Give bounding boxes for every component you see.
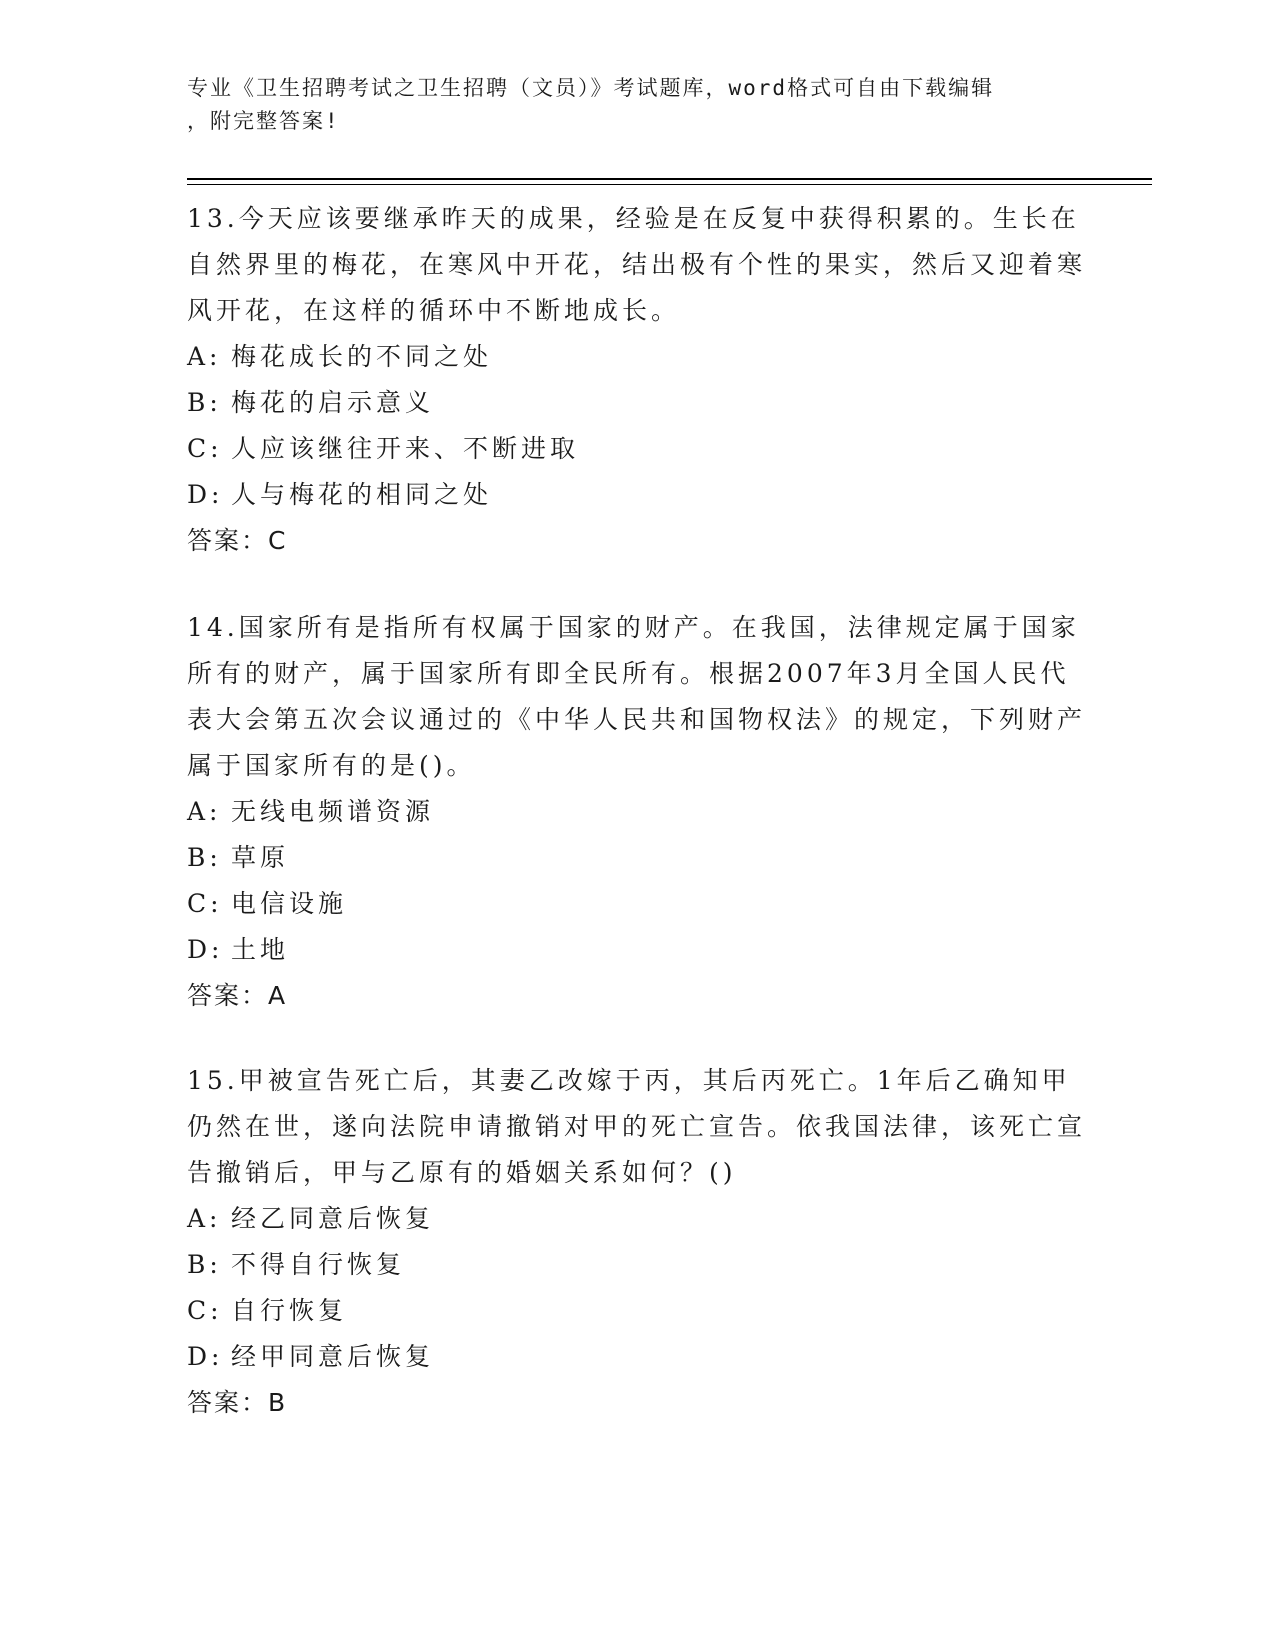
option-letter: D: xyxy=(187,935,224,964)
option-text: 经甲同意后恢复 xyxy=(231,1342,435,1371)
option-text: 人应该继往开来、不断进取 xyxy=(231,434,580,463)
question-15 xyxy=(187,1058,1087,1426)
option-text: 不得自行恢复 xyxy=(231,1250,406,1279)
option-letter: D: xyxy=(187,480,224,509)
option-letter: B: xyxy=(187,1250,222,1279)
header-line-1: 专业《卫生招聘考试之卫生招聘（文员）》考试题库，word格式可自由下载编辑 xyxy=(187,76,995,100)
document-header xyxy=(187,72,1067,138)
header-divider-thin xyxy=(187,184,1152,185)
option-c xyxy=(187,1288,1087,1334)
header-divider-thick xyxy=(187,178,1152,180)
option-letter: B: xyxy=(187,843,222,872)
option-c xyxy=(187,426,1087,472)
option-letter: A: xyxy=(187,797,222,826)
question-stem: 15.甲被宣告死亡后，其妻乙改嫁于丙，其后丙死亡。1年后乙确知甲仍然在世，遂向法院申请撤销对甲的死亡宣告。依我国法律，该死亡宣告撤销后，甲与乙原有的婚姻关系如何？() xyxy=(187,1066,1087,1187)
option-text: 经乙同意后恢复 xyxy=(231,1204,435,1233)
option-b xyxy=(187,380,1087,426)
question-stem: 14.国家所有是指所有权属于国家的财产。在我国，法律规定属于国家所有的财产，属于国家所有即全民所有。根据2007年3月全国人民代表大会第五次会议通过的《中华人民共和国物权法》的规定，下列财产属于国家所有的是()。 xyxy=(187,613,1087,780)
option-text: 自行恢复 xyxy=(231,1296,348,1325)
answer: 答案：C xyxy=(187,526,288,555)
option-letter: B: xyxy=(187,388,222,417)
option-a xyxy=(187,789,1087,835)
option-text: 土地 xyxy=(231,935,290,964)
option-letter: C: xyxy=(187,1296,223,1325)
option-text: 草原 xyxy=(231,843,290,872)
option-letter: C: xyxy=(187,889,223,918)
option-d xyxy=(187,1334,1087,1380)
header-line-2: ，附完整答案! xyxy=(187,109,340,133)
question-13 xyxy=(187,196,1087,564)
option-b xyxy=(187,835,1087,881)
option-d xyxy=(187,927,1087,973)
question-stem: 13.今天应该要继承昨天的成果，经验是在反复中获得积累的。生长在自然界里的梅花，在寒风中开花，结出极有个性的果实，然后又迎着寒风开花，在这样的循环中不断地成长。 xyxy=(187,204,1087,325)
option-b xyxy=(187,1242,1087,1288)
option-text: 人与梅花的相同之处 xyxy=(231,480,493,509)
option-a xyxy=(187,334,1087,380)
option-letter: C: xyxy=(187,434,223,463)
option-text: 梅花的启示意义 xyxy=(231,388,435,417)
option-c xyxy=(187,881,1087,927)
option-a xyxy=(187,1196,1087,1242)
option-text: 梅花成长的不同之处 xyxy=(231,342,493,371)
option-letter: A: xyxy=(187,342,222,371)
answer: 答案：A xyxy=(187,981,288,1010)
option-letter: D: xyxy=(187,1342,224,1371)
option-text: 电信设施 xyxy=(231,889,348,918)
option-letter: A: xyxy=(187,1204,222,1233)
question-14 xyxy=(187,605,1087,1019)
option-d xyxy=(187,472,1087,518)
option-text: 无线电频谱资源 xyxy=(231,797,435,826)
answer: 答案：B xyxy=(187,1388,288,1417)
